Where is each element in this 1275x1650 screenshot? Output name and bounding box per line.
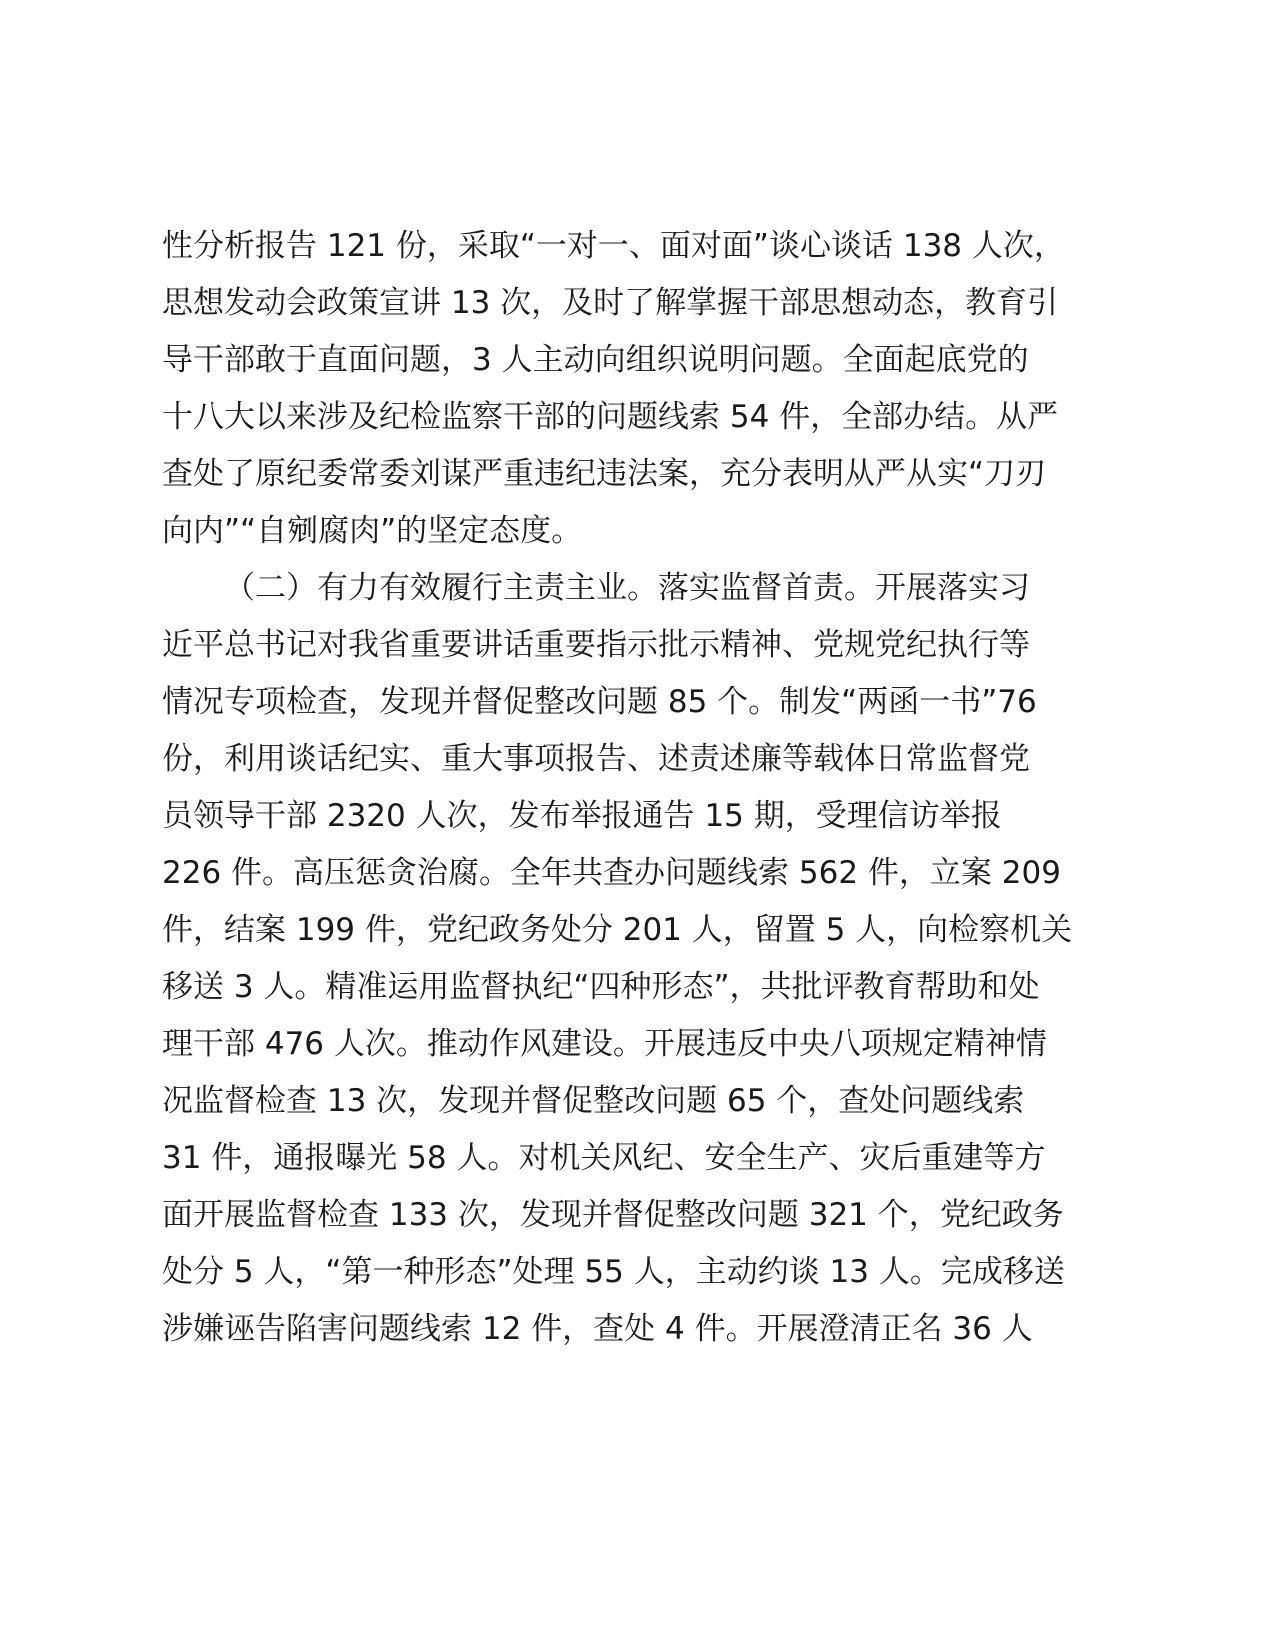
text-line: 理干部 476 人次。推动作风建设。开展违反中央八项规定精神情 (162, 1026, 1047, 1062)
text-line: 份，利用谈话纪实、重大事项报告、述责述廉等载体日常监督党 (162, 741, 1030, 777)
text-line: 处分 5 人，“第一种形态”处理 55 人，主动约谈 13 人。完成移送 (162, 1254, 1065, 1290)
text-line: 十八大以来涉及纪检监察干部的问题线索 54 件，全部办结。从严 (162, 399, 1059, 435)
text-line: 31 件，通报曝光 58 人。对机关风纪、安全生产、灾后重建等方 (162, 1140, 1046, 1176)
text-line: 件，结案 199 件，党纪政务处分 201 人，留置 5 人，向检察机关 (162, 912, 1073, 948)
text-line: 移送 3 人。精准运用监督执纪“四种形态”，共批评教育帮助和处 (162, 969, 1040, 1005)
text-line: 涉嫌诬告陷害问题线索 12 件，查处 4 件。开展澄清正名 36 人 (162, 1311, 1033, 1347)
text-line: 况监督检查 13 次，发现并督促整改问题 65 个，查处问题线索 (162, 1083, 1025, 1119)
body-text (162, 218, 1122, 1358)
text-line: 导干部敢于直面问题，3 人主动向组织说明问题。全面起底党的 (162, 342, 1029, 378)
text-line: 性分析报告 121 份，采取“一对一、面对面”谈心谈话 138 人次， (162, 228, 1065, 264)
paragraph-start-line: （二）有力有效履行主责主业。落实监督首责。开展落实习 (224, 570, 1030, 606)
text-line: 226 件。高压惩贪治腐。全年共查办问题线索 562 件，立案 209 (162, 855, 1061, 891)
text-line: 面开展监督检查 133 次，发现并督促整改问题 321 个，党纪政务 (162, 1197, 1064, 1233)
text-line: 思想发动会政策宣讲 13 次，及时了解掌握干部思想动态，教育引 (162, 285, 1059, 321)
text-line: 向内”“自剜腐肉”的坚定态度。 (162, 513, 583, 549)
text-line: 情况专项检查，发现并督促整改问题 85 个。制发“两函一书”76 (162, 684, 1037, 720)
text-line: 员领导干部 2320 人次，发布举报通告 15 期，受理信访举报 (162, 798, 1002, 834)
text-line: 近平总书记对我省重要讲话重要指示批示精神、党规党纪执行等 (162, 627, 1030, 663)
text-line: 查处了原纪委常委刘谋严重违纪违法案，充分表明从严从实“刀刃 (162, 456, 1047, 492)
